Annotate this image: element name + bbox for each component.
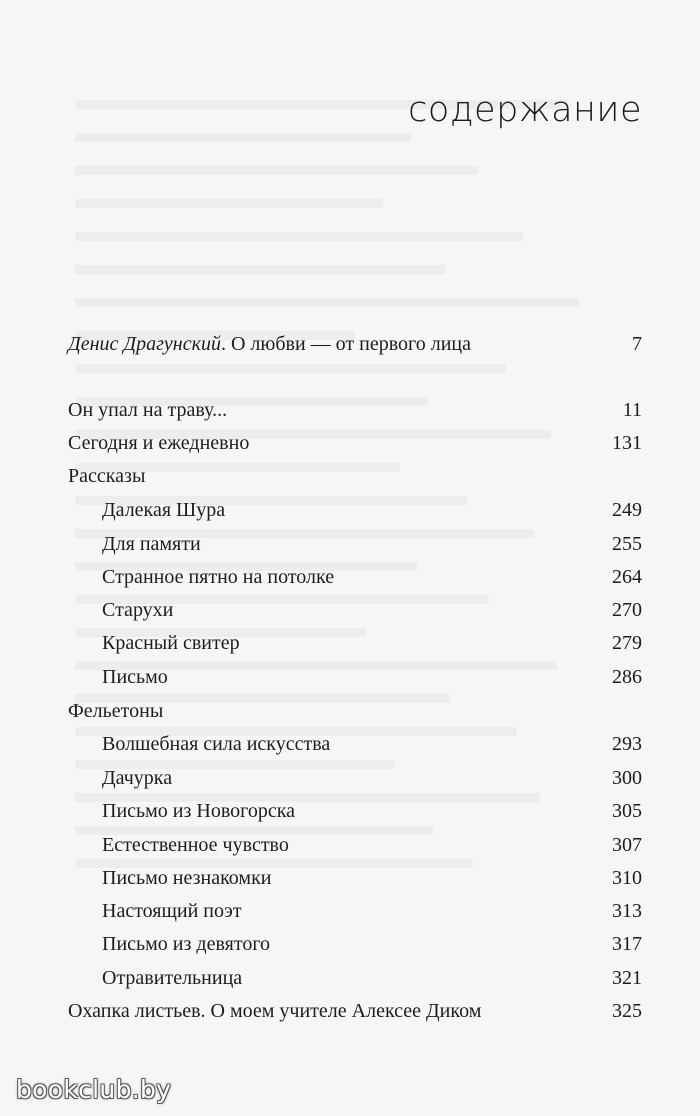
toc-entry-label: Красный свитер <box>102 632 240 654</box>
toc-entry-label: Отравительница <box>102 967 243 989</box>
toc-entry[interactable] <box>68 831 642 859</box>
toc-entry-page: 300 <box>612 767 642 789</box>
toc-entry-page: 249 <box>612 499 642 521</box>
toc-entry[interactable] <box>68 429 642 457</box>
toc-entry-label: Письмо из Новогорска <box>102 800 296 822</box>
toc-entry-page: 264 <box>612 566 642 588</box>
toc-entry-preface[interactable] <box>68 330 642 358</box>
toc-entry[interactable] <box>68 596 642 624</box>
toc-entry-label: Охапка листьев. О моем учителе Алексее Диком <box>68 1000 482 1022</box>
toc-entry-page: 286 <box>612 666 642 688</box>
toc-entry-page: 321 <box>612 967 642 989</box>
toc-entry-title: . О любви — от первого лица <box>220 333 471 355</box>
toc-entry[interactable] <box>68 663 642 691</box>
table-of-contents <box>68 0 642 1116</box>
toc-entry-page: 313 <box>612 900 642 922</box>
toc-entry-page: 325 <box>612 1000 642 1022</box>
toc-entry[interactable] <box>68 930 642 958</box>
toc-entry-label: Странное пятно на потолке <box>102 566 335 588</box>
toc-entry-label: Письмо из девятого <box>102 933 271 955</box>
toc-entry-page: 307 <box>612 834 642 856</box>
toc-entry-label: Далекая Шура <box>102 499 226 521</box>
toc-entry-label: Старухи <box>102 599 174 621</box>
toc-entry-label: Сегодня и ежедневно <box>68 432 250 454</box>
toc-entry-label <box>68 330 471 358</box>
toc-entry-page: 293 <box>612 733 642 755</box>
toc-section-heading[interactable] <box>68 462 642 490</box>
toc-entry-label: Фельетоны <box>68 700 164 722</box>
toc-entry-label: Для памяти <box>102 533 201 555</box>
toc-entry[interactable] <box>68 496 642 524</box>
toc-entry-label: Письмо незнакомки <box>102 867 272 889</box>
toc-entry-page: 317 <box>612 933 642 955</box>
toc-section-heading[interactable] <box>68 697 642 725</box>
toc-entry[interactable] <box>68 997 642 1025</box>
toc-entry-page: 11 <box>622 399 642 421</box>
toc-entry[interactable] <box>68 797 642 825</box>
toc-entry-label: Волшебная сила искусства <box>102 733 331 755</box>
toc-entry[interactable] <box>68 629 642 657</box>
toc-entry-label: Естественное чувство <box>102 834 289 856</box>
toc-entry[interactable] <box>68 563 642 591</box>
toc-entry[interactable] <box>68 764 642 792</box>
toc-entry[interactable] <box>68 864 642 892</box>
toc-entry[interactable] <box>68 530 642 558</box>
toc-entry[interactable] <box>68 396 642 424</box>
toc-entry-label: Настоящий поэт <box>102 900 242 922</box>
toc-entry[interactable] <box>68 964 642 992</box>
toc-entry-label: Он упал на траву... <box>68 399 228 421</box>
toc-entry-label: Письмо <box>102 666 168 688</box>
toc-entry-author: Денис Драгунский <box>68 333 221 355</box>
page-title: содержание <box>408 90 642 130</box>
toc-entry[interactable] <box>68 897 642 925</box>
toc-entry-page: 305 <box>612 800 642 822</box>
toc-entry-label: Дачурка <box>102 767 173 789</box>
toc-entry-page: 255 <box>612 533 642 555</box>
watermark-logo: bookclub.by <box>16 1075 172 1104</box>
toc-entry[interactable] <box>68 730 642 758</box>
toc-entry-page: 131 <box>612 432 642 454</box>
toc-entry-page: 310 <box>612 867 642 889</box>
toc-entry-page: 279 <box>612 632 642 654</box>
toc-entry-page: 270 <box>612 599 642 621</box>
toc-entry-label: Рассказы <box>68 465 146 487</box>
toc-entry-page: 7 <box>632 333 642 355</box>
